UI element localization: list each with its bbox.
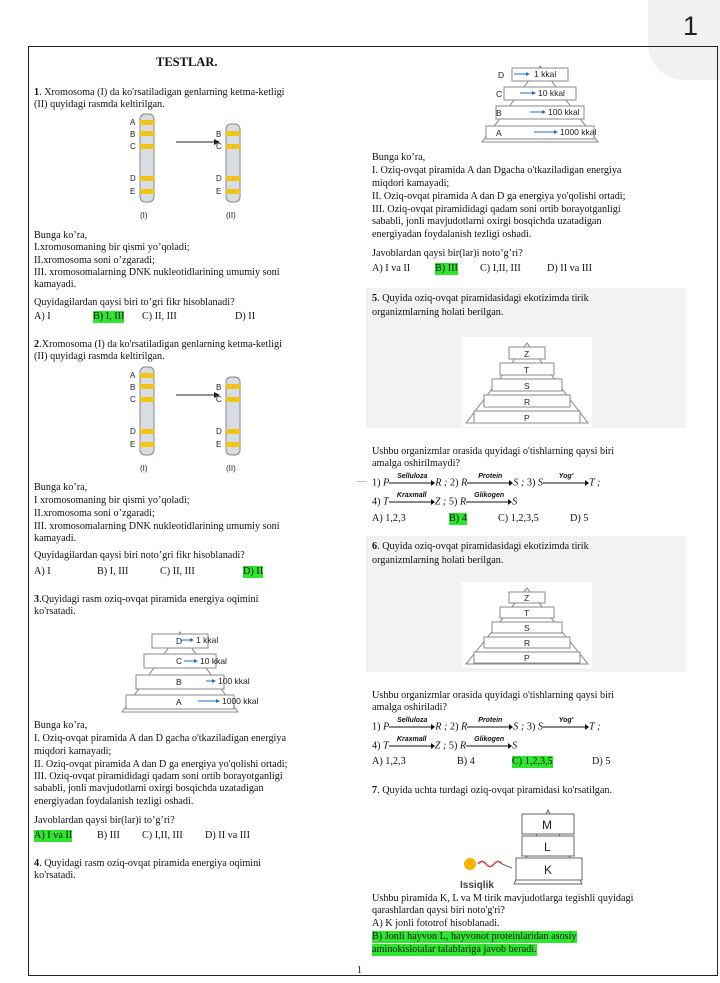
q3-energy-pyramid	[120, 630, 280, 714]
q3-body7: energiyadan foydalanish tezligi oshadi.	[34, 796, 194, 807]
q6-reactions-row2: 4) T Kraxmall Z ; 5) R Glikogen S	[372, 736, 518, 752]
gene-label: C	[216, 395, 222, 404]
q3-option-b[interactable]: B) III	[97, 830, 120, 841]
q3-body2: I. Oziq-ovqat piramida A dan D gacha o'tkaziladigan energiya	[34, 733, 286, 744]
gene-label: D	[130, 427, 136, 436]
q3-body8: Javoblardan qaysi bir(lar)i to’g’ri?	[34, 815, 175, 826]
q3-body6: sababli, jonli mavjudotlarni oxirgi bosqichda uzatadigan	[34, 783, 264, 794]
q4-body8: Javoblardan qaysi bir(lar)i noto’g’ri?	[372, 248, 523, 259]
q4-body4: II. Oziq-ovqat piramida A dan D ga energiya yo'qolishi ortadi;	[372, 191, 626, 202]
q4-option-d[interactable]: D) II va III	[547, 263, 592, 274]
q5-option-d[interactable]: D) 5	[570, 513, 589, 524]
q6-option-a[interactable]: A) 1,2,3	[372, 756, 406, 767]
q7-line1: 7. Quyida uchta turdagi oziq-ovqat piramidasi ko'rsatilgan.	[372, 785, 613, 796]
level-label: P	[524, 413, 530, 423]
q1-line2: (II) quyidagi rasmda keltirilgan.	[34, 99, 165, 110]
gene-label: E	[130, 187, 136, 196]
heat-wave-icon	[478, 862, 502, 867]
q5-reactions-row1: 1) P Selluloza R ; 2) R Protein S ; 3) S Yog' T ;	[372, 473, 601, 489]
level-label: R	[524, 397, 531, 407]
q6-option-b[interactable]: B) 4	[457, 756, 475, 767]
footer-page-number: 1	[357, 965, 362, 976]
q1-option-c[interactable]: C) II, III	[142, 311, 177, 322]
q2-body6: Quyidagilardan qaysi biri noto’gri fikr hisoblanadi?	[34, 550, 245, 561]
q3-body5: III. Oziq-ovqat piramididagi qadam soni ortib borayotganligi	[34, 771, 283, 782]
energy-label: 10 kkal	[538, 88, 565, 98]
gene-label: E	[130, 440, 136, 449]
q2-body3: II.xromosoma soni o’zgaradi;	[34, 508, 155, 519]
level-label: M	[542, 818, 552, 832]
q1-option-b[interactable]: B) I, III	[93, 311, 125, 322]
level-label: A	[496, 128, 502, 138]
q1-body1: Bunga ko’ra,	[34, 230, 88, 241]
q1-option-a[interactable]: A) I	[34, 311, 51, 322]
q3-body4: II. Oziq-ovqat piramida A dan D ga energiya yo'qolishi ortadi;	[34, 759, 288, 770]
energy-label: 1 kkal	[196, 635, 219, 645]
q2-chromosome-figure	[130, 363, 260, 475]
q7-question2: qarashlardan qaysi biri noto'g'ri?	[372, 905, 505, 916]
gene-label: D	[216, 174, 222, 183]
level-label: D	[498, 70, 505, 80]
level-label: B	[176, 677, 182, 687]
level-label: Z	[524, 349, 530, 359]
q7-option-b-line1[interactable]: B) Jonli hayvon L, hayvonot proteinlaridan asosiy	[372, 931, 577, 942]
energy-label: 1000 kkal	[222, 696, 259, 706]
q1-body5: kamayadi.	[34, 279, 77, 290]
q4-body3: miqdori kamayadi;	[372, 178, 450, 189]
gene-label: C	[130, 142, 136, 151]
q3-option-c[interactable]: C) I,II, III	[142, 830, 183, 841]
q6-option-c[interactable]: C) 1,2,3,5	[512, 756, 553, 767]
level-label: Z	[524, 593, 530, 603]
q1-option-d[interactable]: D) II	[235, 311, 256, 322]
q3-line2: ko'rsatadi.	[34, 606, 76, 617]
q5-question2: amalga oshirilmaydi?	[372, 458, 460, 469]
gene-label: B	[130, 383, 136, 392]
column-divider	[357, 481, 367, 482]
q3-line1: 3.Quyidagi rasm oziq-ovqat piramida energiya oqimini	[34, 594, 259, 605]
q6-organism-pyramid	[462, 582, 592, 668]
q4-body2: I. Oziq-ovqat piramida A dan Dgacha o'tkaziladigan energiya	[372, 165, 622, 176]
q4-body1: Bunga ko’ra,	[372, 152, 426, 163]
q7-question1: Ushbu piramida K, L va M tirik mavjudotlarga tegishli quyidagi	[372, 893, 634, 904]
q5-reactions-row2: 4) T Kraxmall Z ; 5) R Glikogen S	[372, 492, 518, 508]
q4-body5: III. Oziq-ovqat piramididagi qadam soni ortib borayotganligi	[372, 204, 621, 215]
q4-line2: ko'rsatadi.	[34, 870, 76, 881]
level-label: A	[176, 697, 182, 707]
q7-option-b-line2[interactable]: aminokislotalar talablariga javob beradi.	[372, 944, 537, 955]
level-label: L	[544, 840, 551, 854]
q3-body1: Bunga ko’ra,	[34, 720, 88, 731]
q2-body5: kamayadi.	[34, 533, 77, 544]
q2-option-d[interactable]: D) II	[243, 566, 264, 577]
energy-label: 1 kkal	[534, 69, 557, 79]
page-heading: TESTLAR.	[156, 55, 218, 69]
q3-option-d[interactable]: D) II va III	[205, 830, 250, 841]
gene-label: D	[216, 427, 222, 436]
q3-body3: miqdori kamayadi;	[34, 746, 112, 757]
label-II: (II)	[226, 211, 236, 220]
label-I: (I)	[140, 211, 148, 220]
q4-body6: sababli, jonli mavjudotlarni oxirgi bosqichda uzatadigan	[372, 216, 602, 227]
gene-label: D	[130, 174, 136, 183]
q4-body7: energiyadan foydalanish tezligi oshadi.	[372, 229, 532, 240]
q7-pyramid	[458, 806, 598, 892]
gene-label: B	[130, 130, 136, 139]
q7-option-a[interactable]: A) K jonli fototrof hisoblanadi.	[372, 918, 500, 929]
q6-reactions-row1: 1) P Selluloza R ; 2) R Protein S ; 3) S Yog' T ;	[372, 717, 601, 733]
level-label: T	[524, 608, 530, 618]
q1-body6: Quyidagilardan qaysi biri to’gri fikr hisoblanadi?	[34, 297, 235, 308]
level-label: R	[524, 638, 531, 648]
q4-option-b[interactable]: B) III	[435, 263, 458, 274]
q1-body2: I.xromosomaning bir qismi yo’qoladi;	[34, 242, 190, 253]
level-label: K	[544, 863, 553, 877]
q4-energy-pyramid	[480, 64, 655, 144]
q1-line1: 1. Xromosoma (I) da ko'rsatiladigan genlarning ketma-ketligi	[34, 87, 285, 98]
level-label: P	[524, 653, 530, 663]
q5-question1: Ushbu organizmlar orasida quyidagi o'tishlarning qaysi biri	[372, 446, 615, 457]
level-label: S	[524, 623, 530, 633]
q2-line2: (II) quyidagi rasmda keltirilgan.	[34, 351, 165, 362]
q6-line2: organizmlarning holati berilgan.	[372, 555, 504, 566]
q2-option-c[interactable]: C) II, III	[160, 566, 195, 577]
gene-label: E	[216, 440, 222, 449]
q5-line2: organizmlarning holati berilgan.	[372, 307, 504, 318]
q2-body1: Bunga ko’ra,	[34, 482, 88, 493]
q2-line1: 2.Xromosoma (I) da ko'rsatiladigan genlarning ketma-ketligi	[34, 339, 282, 350]
level-label: C	[176, 656, 183, 666]
q6-question2: amalga oshiriladi?	[372, 702, 447, 713]
corner-page-number: 1	[682, 11, 698, 41]
q5-option-c[interactable]: C) 1,2,3,5	[498, 513, 539, 524]
label-I: (I)	[140, 464, 148, 473]
energy-label: 10 kkal	[200, 656, 227, 666]
energy-label: 100 kkal	[548, 107, 580, 117]
level-label: B	[496, 108, 502, 118]
q6-question1: Ushbu organizmlar orasida quyidagi o'tishlarning qaysi biri	[372, 690, 615, 701]
q4-line1: 4. Quyidagi rasm oziq-ovqat piramida energiya oqimini	[34, 858, 261, 869]
heat-label: Issiqlik	[460, 880, 494, 891]
gene-label: A	[130, 118, 136, 127]
q2-body2: I xromosomaning bir qismi yo’qoladi;	[34, 495, 190, 506]
level-label: C	[496, 89, 503, 99]
gene-label: A	[130, 371, 136, 380]
q2-option-a[interactable]: A) I	[34, 566, 51, 577]
q1-body3: II.xromosoma soni o’zgaradi;	[34, 255, 155, 266]
q4-option-c[interactable]: C) I,II, III	[480, 263, 521, 274]
q1-chromosome-figure	[130, 110, 260, 222]
level-label: T	[524, 365, 530, 375]
q1-body4: III. xromosomalarning DNK nukleotidlarining umumiy soni	[34, 267, 280, 278]
sun-icon	[464, 858, 476, 870]
q4-option-a[interactable]: A) I va II	[372, 263, 411, 274]
level-label: D	[176, 636, 183, 646]
gene-label: C	[130, 395, 136, 404]
q2-body4: III. xromosomalarning DNK nukleotidlarining umumiy soni	[34, 521, 280, 532]
level-label: S	[524, 381, 530, 391]
q2-option-b[interactable]: B) I, III	[97, 566, 129, 577]
q3-option-a[interactable]: A) I va II	[34, 830, 73, 841]
q5-option-a[interactable]: A) 1,2,3	[372, 513, 406, 524]
gene-label: B	[216, 383, 222, 392]
q6-line1: 6. Quyida oziq-ovqat piramidasidagi ekotizimda tirik	[372, 541, 589, 552]
q5-option-b[interactable]: B) 4	[449, 513, 467, 524]
gene-label: B	[216, 130, 222, 139]
q5-line1: 5. Quyida oziq-ovqat piramidasidagi ekotizimda tirik	[372, 293, 589, 304]
energy-label: 1000 kkal	[560, 127, 597, 137]
gene-label: C	[216, 142, 222, 151]
label-II: (II)	[226, 464, 236, 473]
gene-label: E	[216, 187, 222, 196]
q5-organism-pyramid	[462, 337, 592, 427]
energy-label: 100 kkal	[218, 676, 250, 686]
q6-option-d[interactable]: D) 5	[592, 756, 611, 767]
